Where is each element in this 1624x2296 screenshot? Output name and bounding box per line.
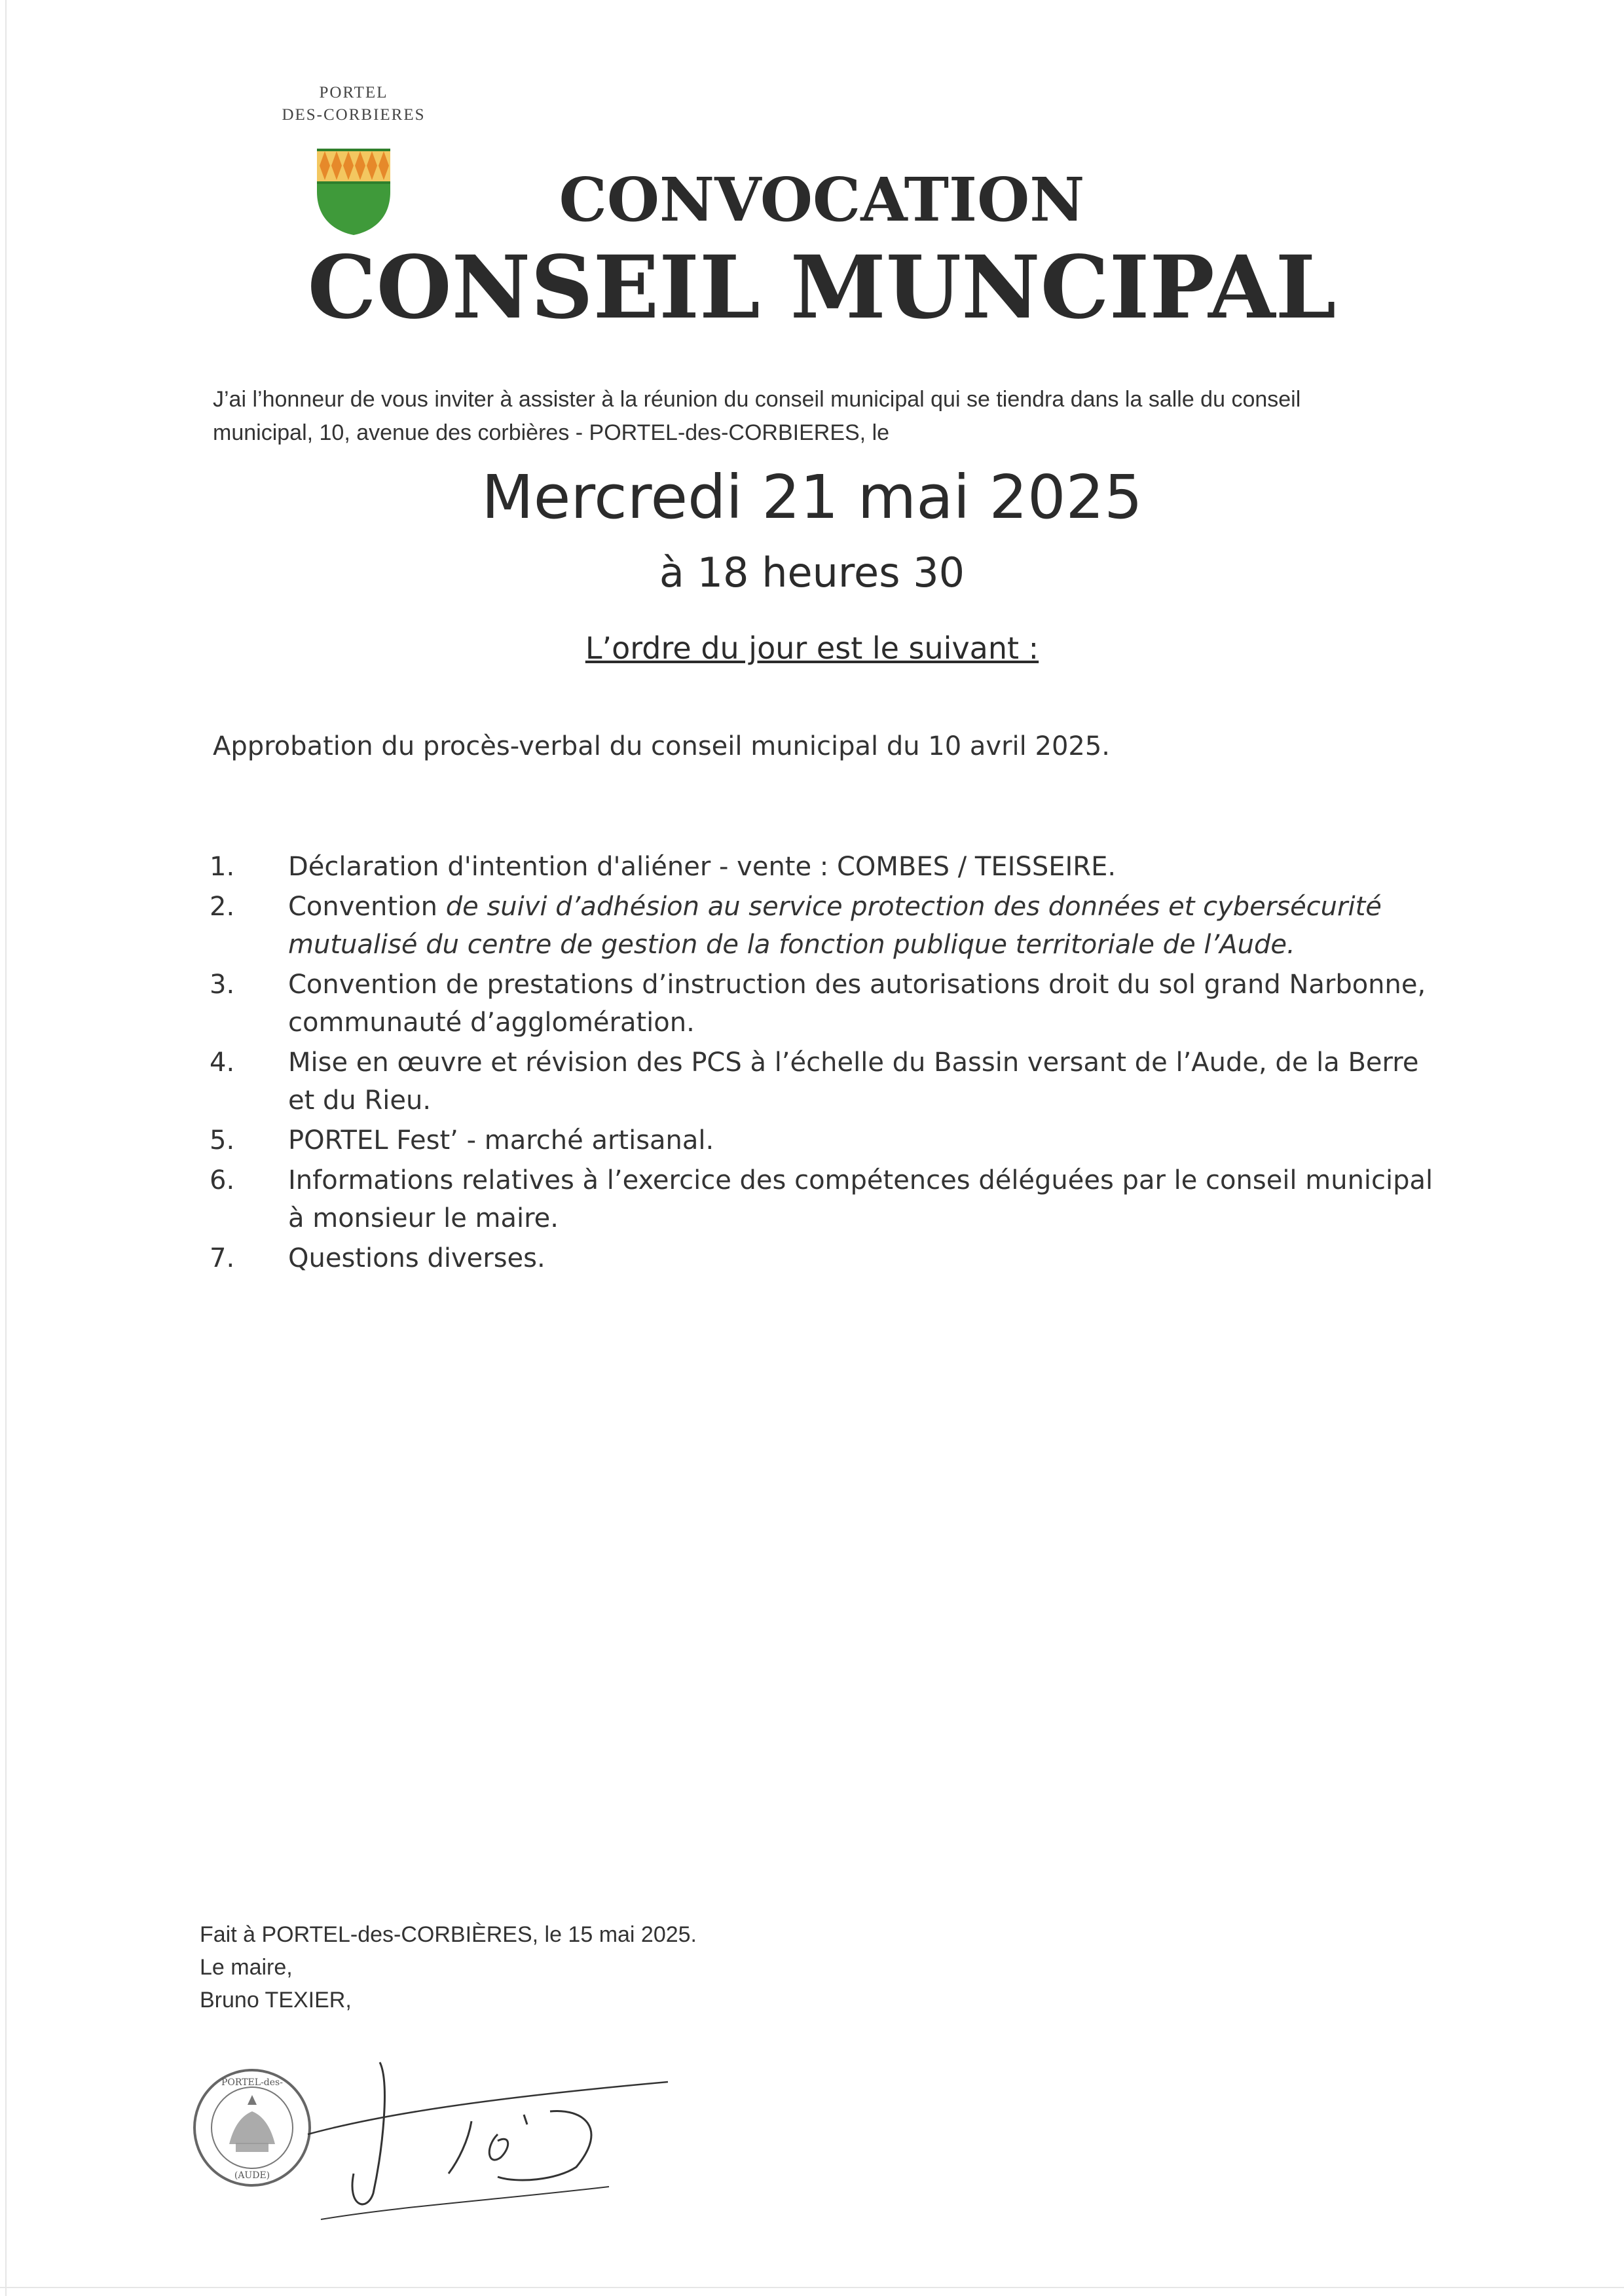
agenda-item xyxy=(210,848,1441,886)
agenda-item-number: 1. xyxy=(210,852,235,882)
agenda-item-text: Convention de prestations d’instruction des autorisations droit du sol grand Narbonne, communauté d’agglomération. xyxy=(288,970,1426,1038)
signature-place-date: Fait à PORTEL-des-CORBIÈRES, le 15 mai 2025. xyxy=(200,1922,697,1947)
agenda-item-text: Déclaration d'intention d'aliéner - vente : COMBES / TEISSEIRE. xyxy=(288,852,1116,882)
scan-edge-left xyxy=(5,0,7,2296)
agenda-item-number: 5. xyxy=(210,1125,235,1156)
agenda-item-number: 2. xyxy=(210,892,235,922)
agenda-heading: L’ordre du jour est le suivant : xyxy=(585,630,1039,666)
agenda-item-text: PORTEL Fest’ - marché artisanal. xyxy=(288,1125,714,1156)
logo-line-2: DES-CORBIERES xyxy=(282,106,426,124)
signature-role: Le maire, xyxy=(200,1955,293,1980)
signature-name: Bruno TEXIER, xyxy=(200,1988,352,2013)
approval-line: Approbation du procès-verbal du conseil municipal du 10 avril 2025. xyxy=(213,731,1110,761)
scan-edge-bottom xyxy=(0,2287,1624,2288)
agenda-item-number: 7. xyxy=(210,1243,235,1273)
agenda-list xyxy=(210,848,1441,1279)
logo-line-1: PORTEL xyxy=(319,84,388,101)
agenda-item-text: Convention xyxy=(288,892,446,922)
agenda-item-text: Mise en œuvre et révision des PCS à l’échelle du Bassin versant de l’Aude, de la Berre et du Rieu. xyxy=(288,1048,1419,1116)
agenda-item xyxy=(210,1044,1441,1120)
signature-block xyxy=(200,1918,986,2016)
official-stamp-icon xyxy=(190,2066,314,2190)
meeting-date: Mercredi 21 mai 2025 xyxy=(481,462,1143,532)
handwritten-signature xyxy=(301,2043,694,2226)
intro-line-1: J’ai l’honneur de vous inviter à assister à la réunion du conseil municipal qui se tiendra dans la salle du conseil xyxy=(213,387,1301,412)
agenda-item xyxy=(210,888,1441,964)
agenda-item-number: 6. xyxy=(210,1165,235,1195)
agenda-item-italic-text: de suivi d’adhésion au service protection des données et cybersécurité mutualisé du centre de gestion de la fonction publique territoriale de l’Aude. xyxy=(288,892,1382,960)
agenda-item xyxy=(210,1239,1441,1277)
svg-text:PORTEL-des-: PORTEL-des- xyxy=(221,2077,283,2088)
svg-text:(AUDE): (AUDE) xyxy=(234,2170,270,2181)
title-conseil-municipal: CONSEIL MUNCIPAL xyxy=(307,237,1337,338)
agenda-item-number: 4. xyxy=(210,1048,235,1078)
agenda-item-text: Informations relatives à l’exercice des compétences déléguées par le conseil municipal à monsieur le maire. xyxy=(288,1165,1433,1233)
intro-line-2: municipal, 10, avenue des corbières - PORTEL-des-CORBIERES, le xyxy=(213,420,890,445)
agenda-item xyxy=(210,1121,1441,1159)
title-convocation: CONVOCATION xyxy=(559,164,1085,235)
agenda-item xyxy=(210,1161,1441,1237)
meeting-time: à 18 heures 30 xyxy=(659,549,965,596)
agenda-item-text: Questions diverses. xyxy=(288,1243,545,1273)
intro-paragraph xyxy=(213,383,1424,450)
agenda-item-number: 3. xyxy=(210,970,235,1000)
agenda-item xyxy=(210,966,1441,1042)
